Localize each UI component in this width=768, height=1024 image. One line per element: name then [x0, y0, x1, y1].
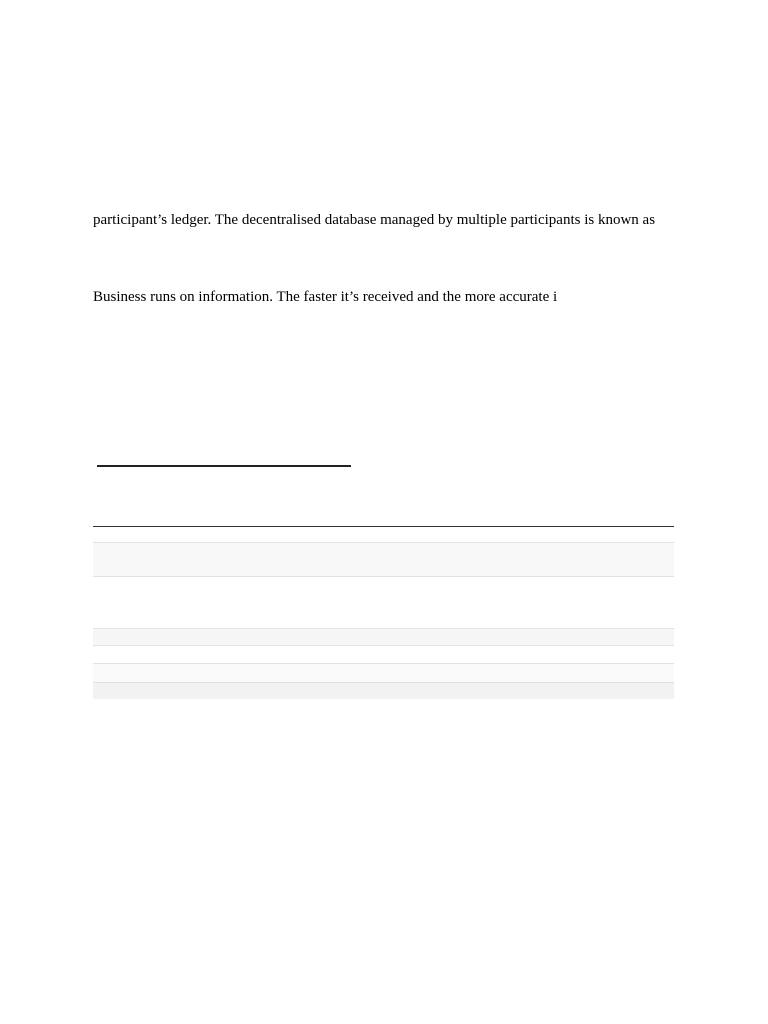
table-row — [93, 628, 674, 646]
table-top-border — [93, 526, 674, 527]
table-row — [93, 542, 674, 577]
table-row — [93, 682, 674, 699]
heading-underline-rule — [97, 465, 351, 467]
paragraph-line: participant’s ledger. The decentralised database managed by multiple participants is known as — [93, 212, 656, 228]
paragraph-line: Business runs on information. The faster it’s received and the more accurate i — [93, 289, 558, 305]
table-row — [93, 663, 674, 682]
